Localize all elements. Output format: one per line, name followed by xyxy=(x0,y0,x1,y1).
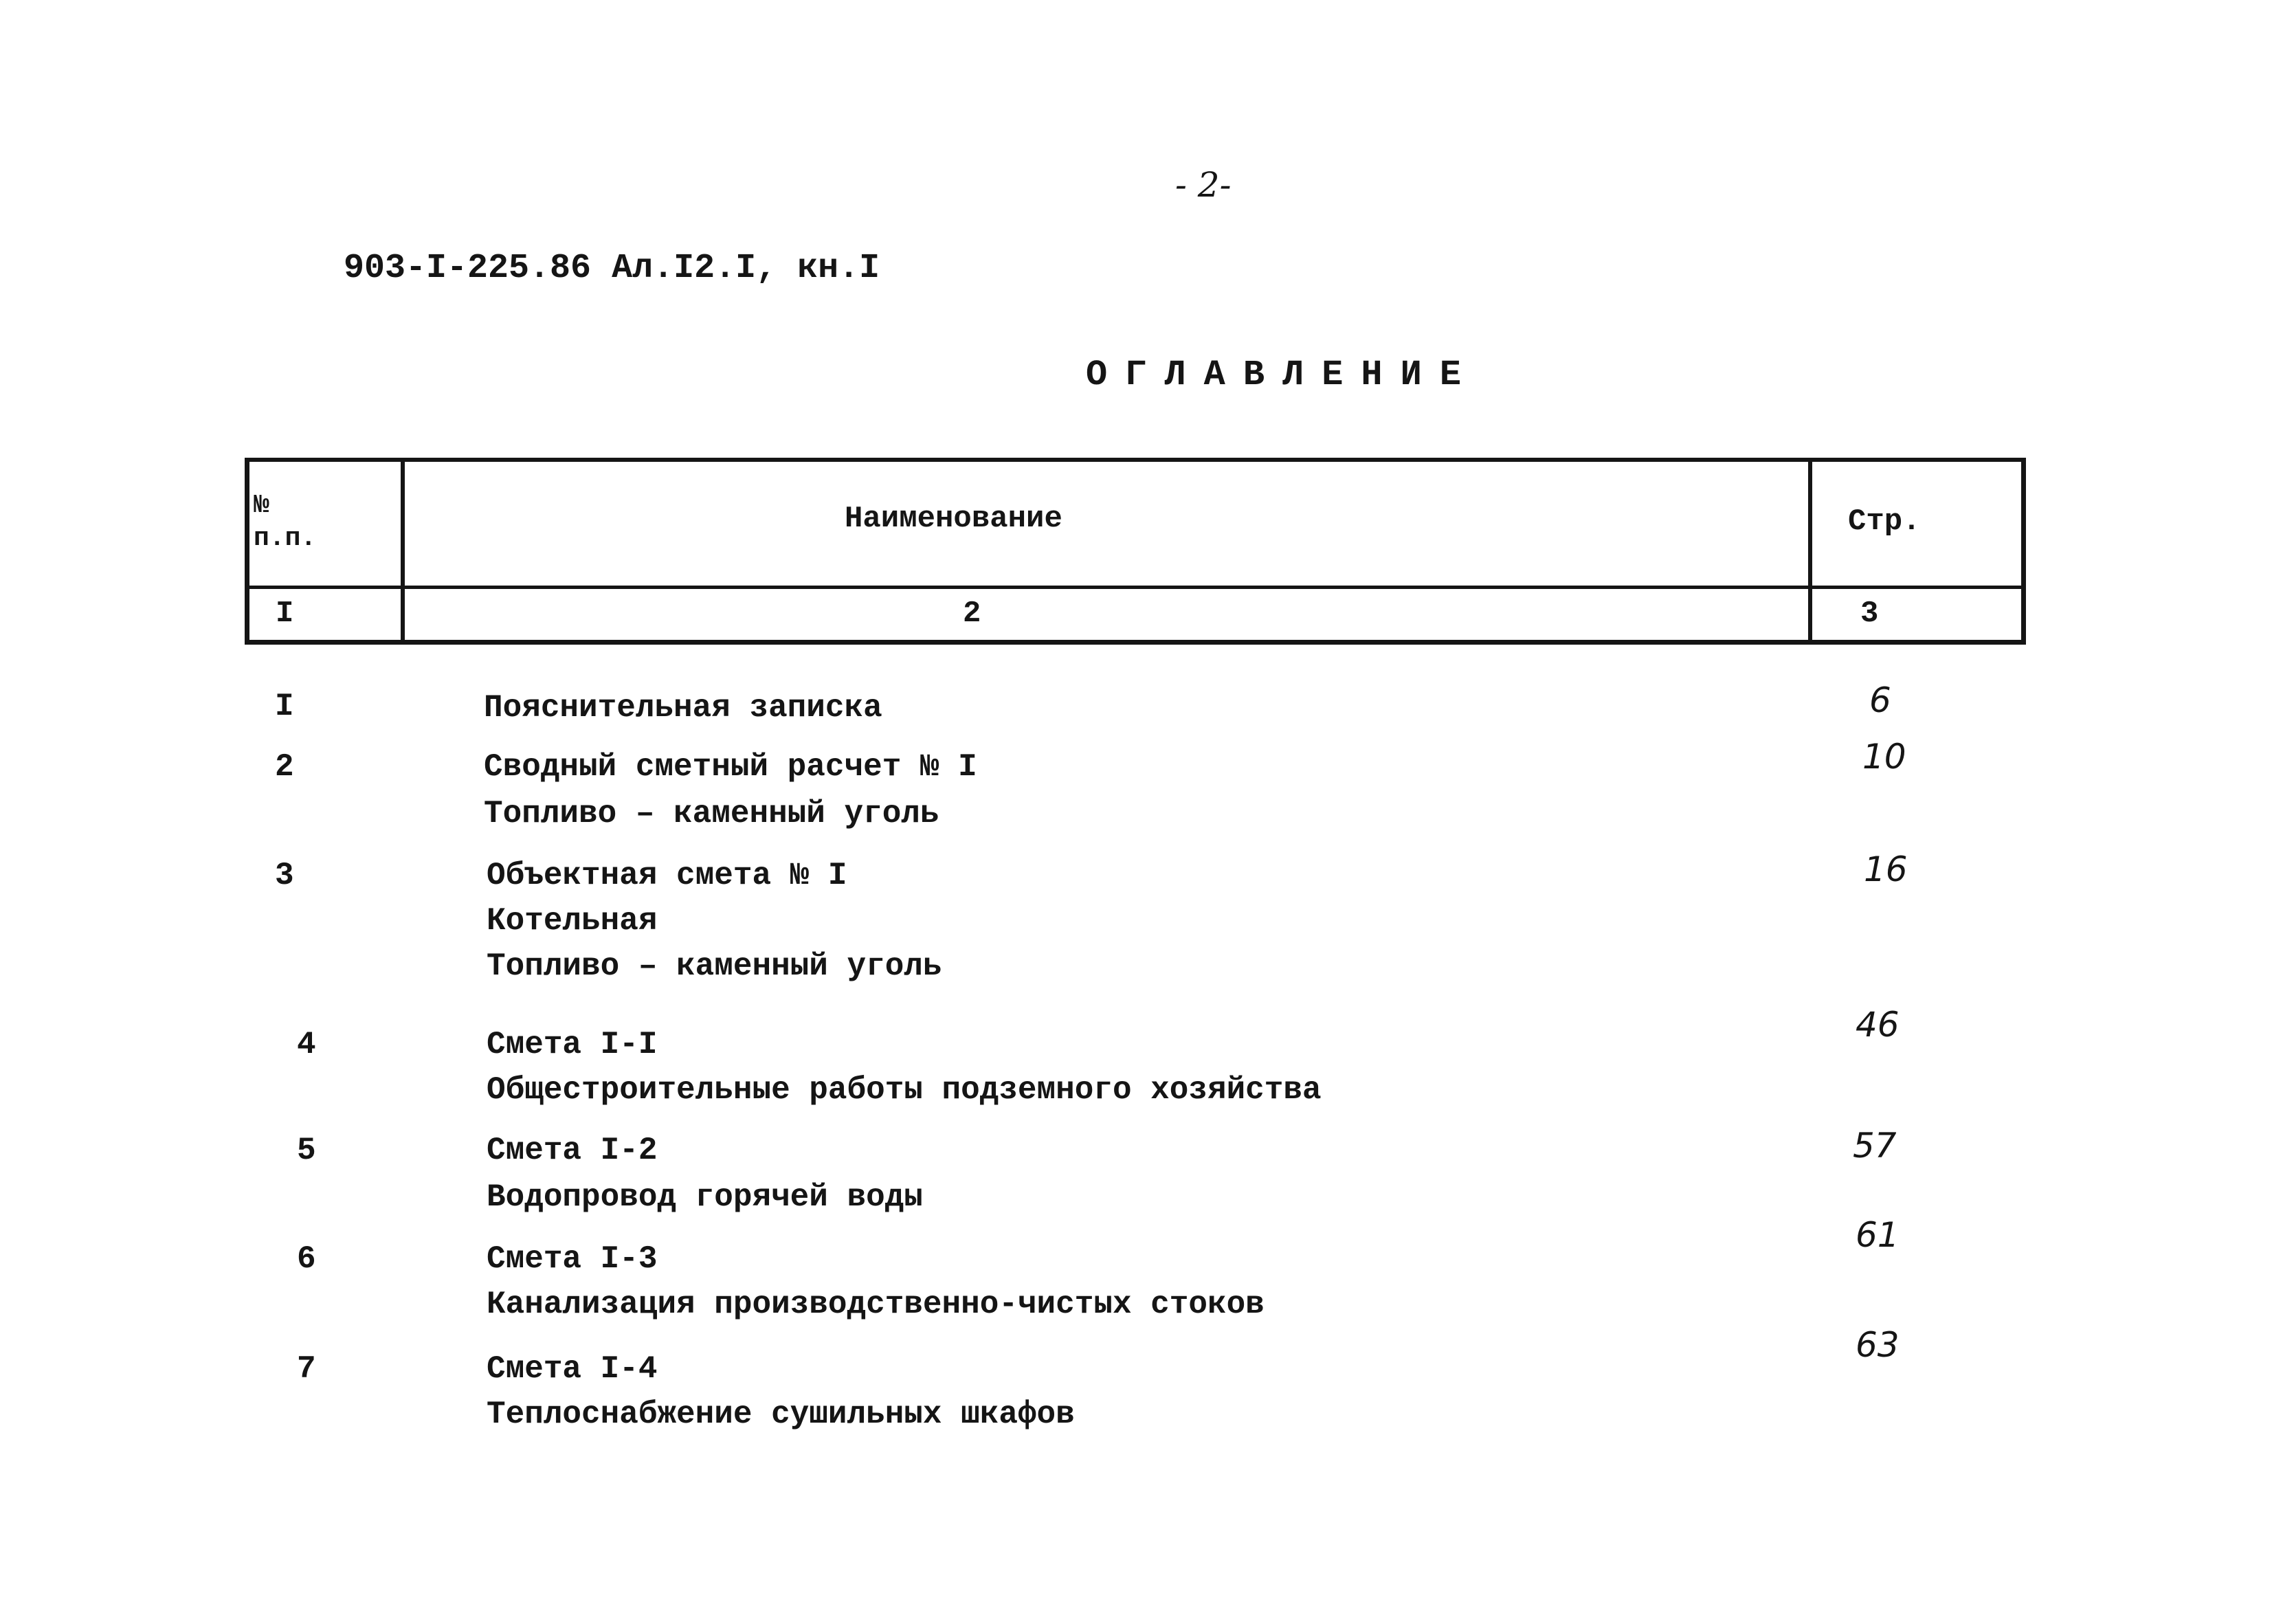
entry-subtitle: Водопровод горячей воды xyxy=(487,1179,923,1215)
entry-number: I xyxy=(275,689,294,724)
entry-number: 7 xyxy=(297,1351,316,1387)
header-page-label: Стр. xyxy=(1848,504,1921,539)
entry-subtitle: Теплоснабжение сушильных шкафов xyxy=(487,1397,1075,1432)
entry-subtitle: Канализация производственно-чистых стоков xyxy=(487,1287,1265,1322)
entry-subtitle: Топливо – каменный уголь xyxy=(487,948,942,984)
entry-page: 16 xyxy=(1864,849,1908,889)
header-name-label: Наименование xyxy=(845,502,1062,536)
header-index-1: I xyxy=(276,597,294,631)
entry-page: 46 xyxy=(1856,1005,1900,1045)
entry-number: 4 xyxy=(297,1027,316,1063)
entry-title: Смета I-2 xyxy=(487,1133,658,1168)
header-number-label: № п.п. xyxy=(254,491,317,553)
row-divider xyxy=(249,586,2021,589)
entry-title: Объектная смета № I xyxy=(487,858,847,893)
entry-number: 2 xyxy=(275,749,294,785)
entry-subtitle: Топливо – каменный уголь xyxy=(484,796,939,832)
column-divider xyxy=(401,462,405,640)
entry-page: 61 xyxy=(1856,1215,1900,1255)
entry-page: 10 xyxy=(1862,737,1906,777)
entry-page: 57 xyxy=(1853,1126,1897,1166)
entry-title: Смета I-3 xyxy=(487,1241,658,1277)
entry-subtitle: Общестроительные работы подземного хозяйства xyxy=(487,1072,1322,1108)
page-number: - 2- xyxy=(1175,165,1232,205)
entry-number: 5 xyxy=(297,1133,316,1168)
entry-title: Смета I-I xyxy=(487,1027,658,1063)
column-divider xyxy=(1808,462,1812,640)
entry-subtitle: Котельная xyxy=(487,903,658,939)
document-code: 903-I-225.86 Ал.I2.I, кн.I xyxy=(344,249,880,288)
page-title: ОГЛАВЛЕНИЕ xyxy=(1086,355,1480,395)
entry-page: 6 xyxy=(1869,680,1891,720)
header-index-3: 3 xyxy=(1860,597,1879,631)
header-index-2: 2 xyxy=(963,597,981,631)
entry-title: Сводный сметный расчет № I xyxy=(484,749,977,785)
entry-title: Пояснительная записка xyxy=(484,690,882,726)
entry-number: 3 xyxy=(275,858,294,893)
toc-header-table xyxy=(245,458,2026,645)
entry-number: 6 xyxy=(297,1241,316,1277)
entry-page: 63 xyxy=(1856,1325,1900,1365)
entry-title: Смета I-4 xyxy=(487,1351,658,1387)
